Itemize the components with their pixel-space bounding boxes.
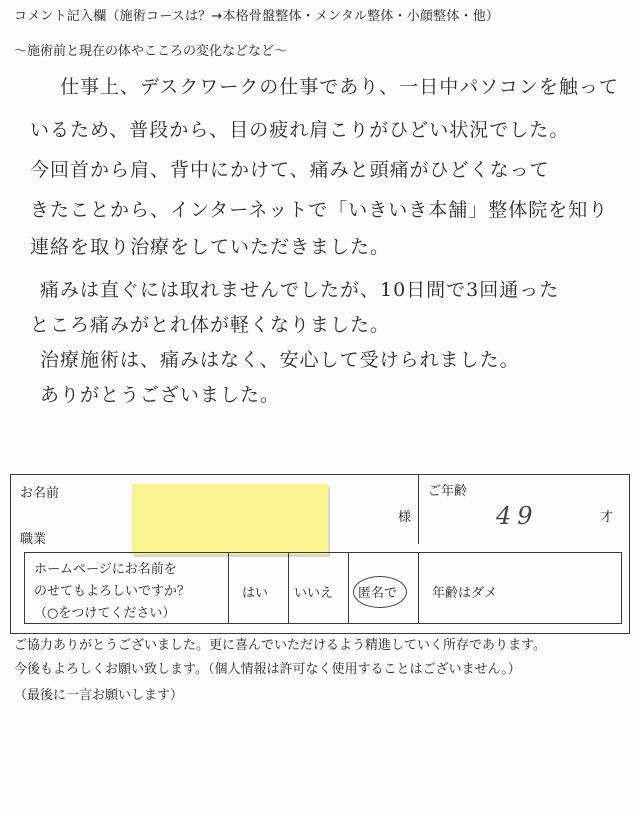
comment-line: 連絡を取り治療をしていただきました。 <box>30 236 391 258</box>
homepage-question-line: のせてもよろしいですか？ <box>34 584 191 599</box>
honorific-label: 様 <box>398 510 412 525</box>
table-divider <box>228 552 229 624</box>
homepage-question-line: （○をつけてください） <box>34 606 176 621</box>
table-divider <box>288 552 289 624</box>
name-label: お名前 <box>20 486 60 501</box>
comment-line: いるため、普段から、目の疲れ肩こりがひどい状況でした。 <box>30 119 570 141</box>
option-no-age[interactable]: 年齢はダメ <box>432 586 498 601</box>
age-label: ご年齢 <box>428 484 468 499</box>
option-no[interactable]: いいえ <box>294 586 334 601</box>
form-header-subtitle: 〜施術前と現在の体やこころの変化などなど〜 <box>14 44 288 59</box>
job-label: 職業 <box>20 532 47 547</box>
footer-privacy: 今後もよろしくお願い致します。（個人情報は許可なく使用することはございません。） <box>14 662 521 677</box>
form-header-title: コメント記入欄（施術コースは？→本格骨盤整体・メンタル整体・小顔整体・他） <box>14 9 500 24</box>
comment-line: 治療施術は、痛みはなく、安心して受けられました。 <box>40 349 520 371</box>
comment-line: ところ痛みがとれ体が軽くなりました。 <box>30 314 391 336</box>
footer-thanks: ご協力ありがとうございました。更に喜んでいただけるよう精進していく所存であります。 <box>14 638 546 653</box>
option-anonymous[interactable]: 匿名で <box>358 586 398 601</box>
comment-line: きたことから、インターネットで「いきいき本舗」整体院を知り <box>30 199 609 221</box>
name-redaction-sticky-note <box>132 484 328 554</box>
option-yes[interactable]: はい <box>242 586 269 601</box>
footer-last-word: （最後に一言お願いします） <box>14 688 184 703</box>
comment-line: 仕事上、デスクワークの仕事であり、一日中パソコンを触って <box>60 76 619 98</box>
age-unit: 才 <box>600 510 614 525</box>
age-value: 49 <box>496 502 539 530</box>
comment-line: 今回首から肩、背中にかけて、痛みと頭痛がひどくなって <box>30 159 550 181</box>
table-divider <box>418 552 419 624</box>
homepage-question-line: ホームページにお名前を <box>34 562 177 577</box>
table-divider <box>348 552 349 624</box>
age-divider <box>418 474 419 544</box>
comment-line: ありがとうございました。 <box>40 384 281 406</box>
comment-line: 痛みは直ぐには取れませんでしたが、10日間で3回通った <box>40 279 560 301</box>
